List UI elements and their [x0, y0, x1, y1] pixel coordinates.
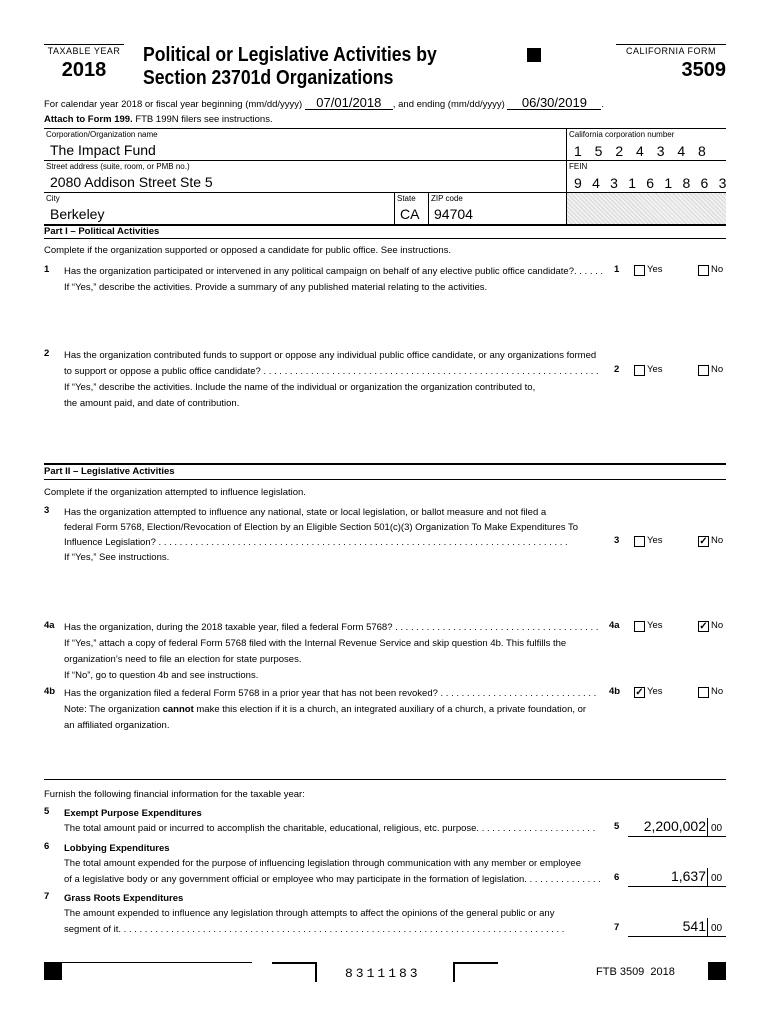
q4a-line-number: 4a	[609, 620, 620, 631]
part2-title: Part II – Legislative Activities	[44, 466, 175, 477]
q1-number: 1	[44, 264, 50, 275]
state-label: State	[397, 194, 416, 203]
l6-title: Lobbying Expenditures	[64, 843, 170, 854]
l6-text1: The total amount expended for the purpose of influencing legislation through communication with any member or employee	[64, 858, 581, 869]
form-number: 3509	[681, 59, 726, 81]
q4b-yes-checkbox[interactable]: ✓	[635, 687, 644, 698]
l6-number: 6	[44, 841, 50, 852]
footer-code: 8311183	[345, 966, 421, 981]
fein-label: FEIN	[569, 162, 588, 171]
state-field[interactable]: CA	[400, 206, 420, 222]
footer-mark-left	[44, 962, 62, 980]
l7-amount[interactable]: 541	[682, 918, 706, 934]
q4b-note2: an affiliated organization.	[64, 720, 170, 731]
address-field[interactable]: 2080 Addison Street Ste 5	[50, 174, 213, 190]
period-prefix: For calendar year 2018 or fiscal year beginning (mm/dd/yyyy)	[44, 99, 303, 110]
q1-no-label: No	[711, 264, 724, 275]
q4a-sub3: If “No”, go to question 4b and see instructions.	[64, 670, 259, 681]
q4b-note	[64, 702, 586, 717]
q1-text: Has the organization participated or intervened in any political campaign on behalf of any elective public office candidate?. . . . . .	[64, 266, 604, 277]
q2-sub1: If “Yes,” describe the activities. Include the name of the individual or organization the organization contributed to,	[64, 382, 536, 393]
q3-text1: Has the organization attempted to influence any national, state or local legislation, or ballot measure and not filed a	[64, 507, 547, 518]
l7-number: 7	[44, 891, 50, 902]
q2-no-checkbox[interactable]	[698, 365, 709, 376]
footer-bracket-left	[272, 962, 317, 982]
q4b-note-post: make this election if it is a church, an integrated auxiliary of a church, a private foundation, or	[193, 704, 587, 715]
l6-cents: 00	[711, 873, 723, 884]
taxable-year-box	[44, 44, 124, 84]
q1-yes-label: Yes	[647, 264, 663, 275]
q3-no-checkbox[interactable]: ✓	[699, 536, 708, 547]
q3-number: 3	[44, 505, 50, 516]
california-form-box	[616, 44, 726, 84]
part1-intro: Complete if the organization supported or opposed a candidate for public office. See instructions.	[44, 245, 451, 256]
q2-sub2: the amount paid, and date of contribution.	[64, 398, 240, 409]
q1-yes-checkbox[interactable]	[634, 265, 645, 276]
ca-form-label: CALIFORNIA FORM	[625, 46, 716, 56]
l5-text: The total amount paid or incurred to accomplish the charitable, educational, religious, etc. purpose. . . . . . . . . . . . . . . . . . . . . . .	[64, 823, 596, 834]
q4a-no-checkbox[interactable]: ✓	[699, 621, 708, 632]
part1-title: Part I – Political Activities	[44, 226, 160, 237]
l5-number: 5	[44, 806, 50, 817]
part2-intro: Complete if the organization attempted to influence legislation.	[44, 487, 306, 498]
attach-rest: FTB 199N filers see instructions.	[132, 114, 273, 125]
shaded-box	[567, 192, 726, 224]
q1-no-checkbox[interactable]	[698, 265, 709, 276]
title-line-1: Political or Legislative Activities by	[143, 44, 437, 66]
l5-amount[interactable]: 2,200,002	[643, 818, 706, 834]
q3-yes-label: Yes	[647, 535, 663, 546]
q3-line-number: 3	[614, 535, 620, 546]
city-field[interactable]: Berkeley	[50, 206, 105, 222]
corp-num-label: California corporation number	[569, 130, 675, 139]
q3-text2: federal Form 5768, Election/Revocation of Election by an Eligible Section 501(c)(3) Organization To Make Expenditures To	[64, 522, 578, 533]
q4a-sub2: organization’s need to file an election for state purposes.	[64, 654, 302, 665]
q4a-yes-label: Yes	[647, 620, 663, 631]
q2-no-label: No	[711, 364, 724, 375]
q3-sub: If “Yes,” See instructions.	[64, 552, 170, 563]
q2-text1: Has the organization contributed funds to support or oppose any individual public office candidate, or any organizations formed	[64, 350, 597, 361]
q4b-text: Has the organization filed a federal Form 5768 in a prior year that has not been revoked? . . . . . . . . . . . . . . . . . . . . . . . . . . . . . .	[64, 688, 597, 699]
attach-line	[44, 112, 273, 127]
org-name-label: Corporation/Organization name	[46, 130, 158, 139]
form-title	[143, 44, 460, 90]
l6-text2: of a legislative body or any government official or employee who may participate in the formation of legislation. . . . . . . . . . . . . . .	[64, 874, 601, 885]
q4b-number: 4b	[44, 686, 56, 697]
period-begin[interactable]: 07/01/2018	[305, 96, 393, 110]
q4b-no-label: No	[711, 686, 724, 697]
financial-intro: Furnish the following financial information for the taxable year:	[44, 789, 305, 800]
registration-mark	[527, 48, 541, 62]
org-name-field[interactable]: The Impact Fund	[50, 142, 156, 158]
q4b-no-checkbox[interactable]	[698, 687, 709, 698]
l7-text2: segment of it. . . . . . . . . . . . . . . . . . . . . . . . . . . . . . . . . . . . . . . . . . . . . . . . . . . . . . . . . . . . . . . . . . . . . . . . . . . . . . . . . . . . .	[64, 924, 565, 935]
zip-field[interactable]: 94704	[434, 206, 473, 222]
q4a-yes-checkbox[interactable]	[634, 621, 645, 632]
footer-form-id: FTB 3509 2018	[596, 966, 675, 978]
taxable-year-label: TAXABLE YEAR	[47, 46, 121, 56]
l7-text1: The amount expended to influence any legislation through attempts to affect the opinions of the general public or any	[64, 908, 555, 919]
q4b-note-pre: Note: The organization	[64, 704, 163, 715]
q4b-line-number: 4b	[609, 686, 621, 697]
q4a-number: 4a	[44, 620, 55, 631]
l6-line-number: 6	[614, 872, 620, 883]
l5-title: Exempt Purpose Expenditures	[64, 808, 202, 819]
city-label: City	[46, 194, 60, 203]
address-label: Street address (suite, room, or PMB no.)	[46, 162, 190, 171]
q4b-yes-label: Yes	[647, 686, 663, 697]
period-middle: , and ending (mm/dd/yyyy)	[392, 99, 505, 110]
period-line: For calendar year 2018 or fiscal year beginning (mm/dd/yyyy) 07/01/2018 , and ending (mm/dd/yyyy) 06/30/2019 .	[44, 95, 605, 110]
corp-num-field[interactable]: 1 5 2 4 3 4 8	[574, 143, 711, 159]
footer-bracket-right	[453, 962, 498, 982]
period-end[interactable]: 06/30/2019	[507, 96, 601, 110]
q2-text2: to support or oppose a public office candidate? . . . . . . . . . . . . . . . . . . . . . . . . . . . . . . . . . . . . . . . . . . . . . . . . . . . . . . . . . . . . . . . .	[64, 366, 599, 377]
q4a-sub1: If “Yes,” attach a copy of federal Form 5768 filed with the Internal Revenue Service and skip question 4b. This fulfills the	[64, 638, 567, 649]
q2-line-number: 2	[614, 364, 620, 375]
q4a-text: Has the organization, during the 2018 taxable year, filed a federal Form 5768? . . . . . . . . . . . . . . . . . . . . . . . . . . . . . . . . . . . . . . .	[64, 622, 599, 633]
attach-bold: Attach to Form 199.	[44, 114, 133, 125]
q2-yes-checkbox[interactable]	[634, 365, 645, 376]
l7-cents: 00	[711, 923, 723, 934]
l6-amount[interactable]: 1,637	[670, 868, 706, 884]
l5-cents: 00	[711, 823, 723, 834]
tax-year: 2018	[61, 59, 107, 81]
q2-yes-label: Yes	[647, 364, 663, 375]
q3-text3: Influence Legislation? . . . . . . . . . . . . . . . . . . . . . . . . . . . . . . . . . . . . . . . . . . . . . . . . . . . . . . . . . . . . . . . . . . . . . . . . . . . . . .	[64, 537, 568, 548]
l7-title: Grass Roots Expenditures	[64, 893, 184, 904]
q4a-no-label: No	[711, 620, 724, 631]
zip-label: ZIP code	[431, 194, 463, 203]
l5-line-number: 5	[614, 821, 620, 832]
footer-mark-right	[708, 962, 726, 980]
q1-sub: If “Yes,” describe the activities. Provide a summary of any published material relating to the activities.	[64, 282, 488, 293]
q2-number: 2	[44, 348, 50, 359]
q1-line-number: 1	[614, 264, 620, 275]
q4b-note-bold: cannot	[162, 704, 194, 715]
l7-line-number: 7	[614, 922, 620, 933]
title-line-2: Section 23701d Organizations	[143, 67, 394, 89]
q3-no-label: No	[711, 535, 724, 546]
q3-yes-checkbox[interactable]	[634, 536, 645, 547]
fein-field[interactable]: 9 4 3 1 6 1 8 6 3	[574, 175, 730, 191]
